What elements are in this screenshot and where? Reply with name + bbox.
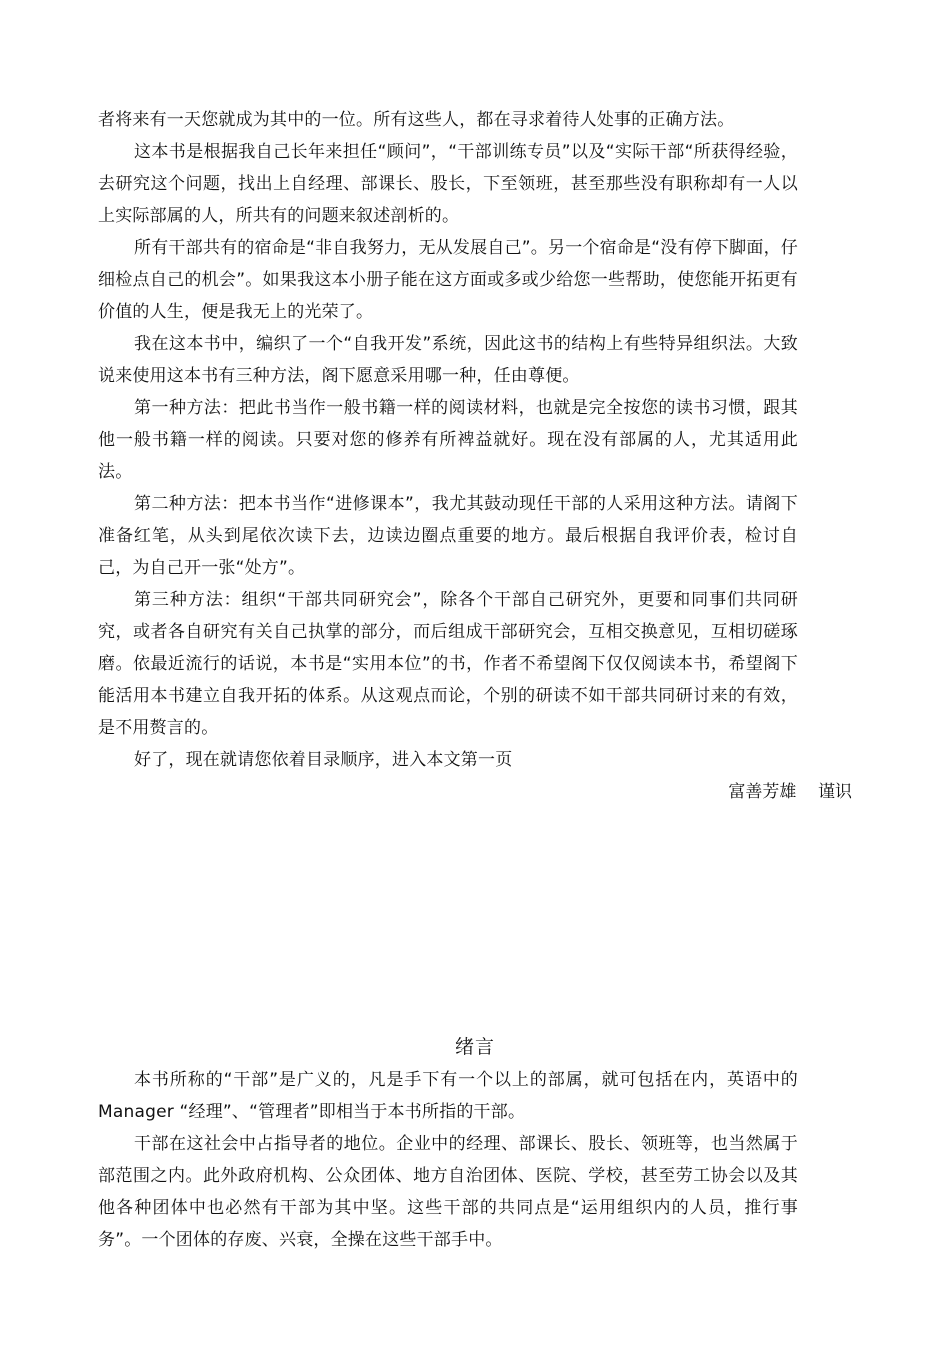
introduction-paragraph-definition: 本书所称的“干部”是广义的，凡是手下有一个以上的部属，就可包括在内，英语中的 Manager “经理”、“管理者”即相当于本书所指的干部。 [98,1070,798,1122]
preface-paragraph-closing: 好了，现在就请您依着目录顺序，进入本文第一页 [134,750,513,770]
introduction-body [98,1064,798,1256]
preface-paragraph-system: 我在这本书中，编织了一个“自我开发”系统，因此这书的结构上有些特异组织法。大致说来使用这本书有三种方法，阁下愿意采用哪一种，任由尊便。 [98,334,798,386]
preface-paragraph-continued: 者将来有一天您就成为其中的一位。所有这些人，都在寻求着待人处事的正确方法。 [98,110,735,130]
preface-paragraph-method-three: 第三种方法：组织“干部共同研究会”，除各个干部自己研究外，更要和同事们共同研究，或者各自研究有关自己执掌的部分，而后组成干部研究会，互相交换意见，互相切磋琢磨。依最近流行的话说，本书是“实用本位”的书，作者不希望阁下仅仅阅读本书，希望阁下能活用本书建立自我开拓的体系。从这观点而论，个别的研读不如干部共同研讨来的有效，是不用赘言的。 [98,590,798,738]
preface-paragraph-source: 这本书是根据我自己长年来担任“顾问”，“干部训练专员”以及“实际干部“所获得经验，去研究这个问题，找出上自经理、部课长、股长，下至领班，甚至那些没有职称却有一人以上实际部属的人，所共有的问题来叙述剖析的。 [98,142,798,226]
preface-paragraph-destiny: 所有干部共有的宿命是“非自我努力，无从发展自己”。另一个宿命是“没有停下脚面，仔细检点自己的机会”。如果我这本小册子能在这方面或多或少给您一些帮助，使您能开拓更有价值的人生，便是我无上的光荣了。 [98,238,798,322]
preface-paragraph-method-two: 第二种方法：把本书当作“进修课本”，我尤其鼓动现任干部的人采用这种方法。请阁下准备红笔，从头到尾依次读下去，边读边圈点重要的地方。最后根据自我评价表，检讨自己，为自己开一张“处方”。 [98,494,798,578]
introduction-title: 绪言 [454,1036,495,1058]
introduction-paragraph-role: 干部在这社会中占指导者的地位。企业中的经理、部课长、股长、领班等，也当然属于部范围之内。此外政府机构、公众团体、地方自治团体、医院、学校，甚至劳工协会以及其他各种团体中也必然有干部为其中坚。这些干部的共同点是“运用组织内的人员，推行事务”。一个团体的存废、兴衰，全操在这些干部手中。 [98,1134,798,1250]
preface-signature: 富善芳雄 谨识 [728,782,852,802]
preface-body [98,104,798,776]
preface-paragraph-method-one: 第一种方法：把此书当作一般书籍一样的阅读材料，也就是完全按您的读书习惯，跟其他一般书籍一样的阅读。只要对您的修养有所裨益就好。现在没有部属的人，尤其适用此法。 [98,398,798,482]
